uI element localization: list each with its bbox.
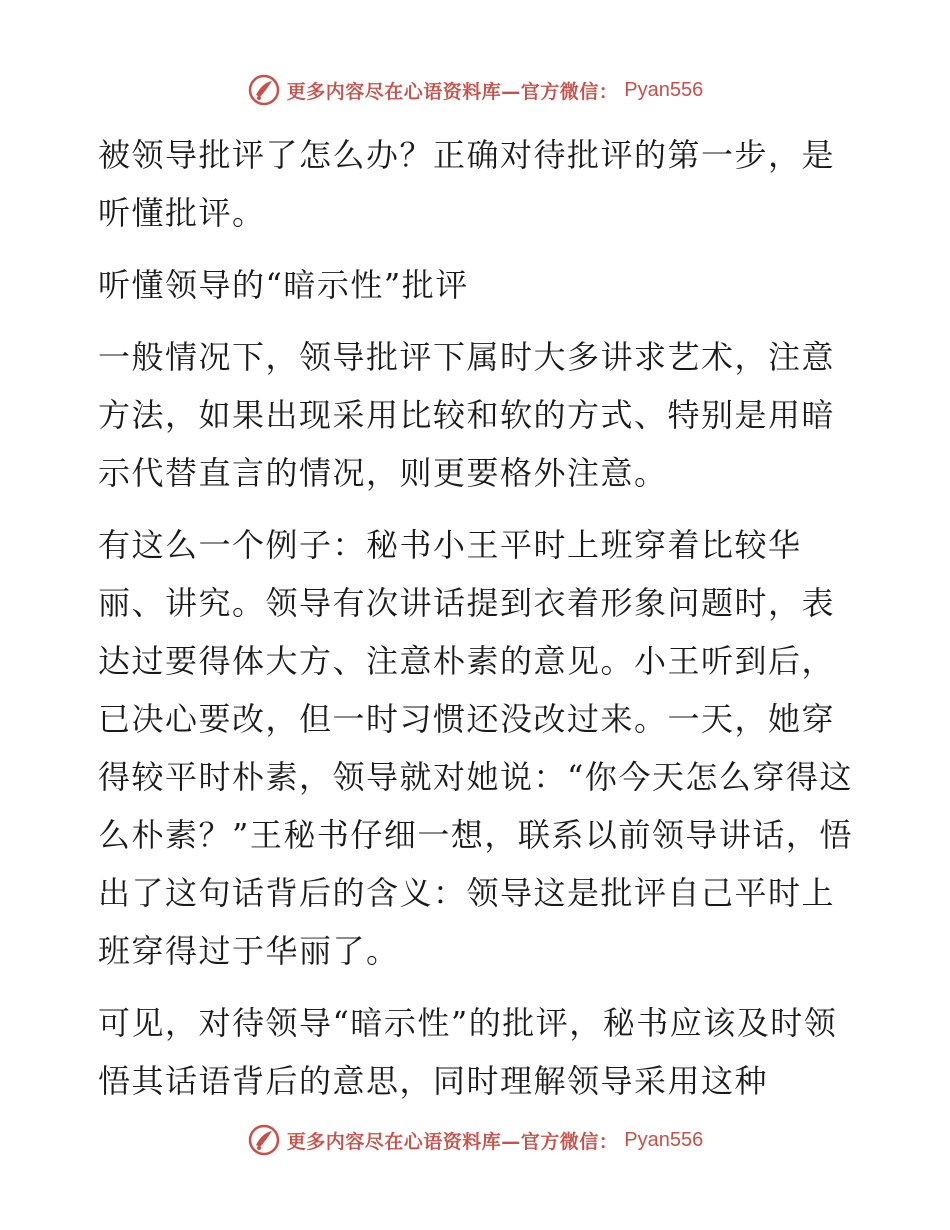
paragraph-1: 被领导批评了怎么办？正确对待批评的第一步，是听懂批评。	[98, 136, 836, 232]
paragraph-4: 可见，对待领导“暗示性”的批评，秘书应该及时领悟其话语背后的意思，同时理解领导采用这种	[98, 1004, 838, 1100]
watermark-id: Pyan556	[624, 1128, 704, 1151]
brush-circle-logo-icon	[247, 1123, 281, 1157]
brush-circle-logo-icon	[247, 73, 281, 107]
paragraph-3: 有这么一个例子：秘书小王平时上班穿着比较华丽、讲究。领导有次讲话提到衣着形象问题时，表达过要得体大方、注意朴素的意见。小王听到后，已决心要改，但一时习惯还没改过来。一天，她穿得较平时朴素，领导就对她说：“你今天怎么穿得这么朴素？”王秘书仔细一想，联系以前领导讲话，悟出了这句话背后的含义：领导这是批评自己平时上班穿得过于华丽了。	[98, 526, 853, 970]
header-watermark	[0, 70, 950, 110]
watermark-text: 更多内容尽在心语资料库—官方微信：	[286, 80, 619, 103]
document-body	[98, 126, 858, 1124]
watermark-id: Pyan556	[624, 78, 704, 101]
paragraph-2: 一般情况下，领导批评下属时大多讲求艺术，注意方法，如果出现采用比较和软的方式、特别是用暗示代替直言的情况，则更要格外注意。	[98, 338, 836, 492]
watermark-text: 更多内容尽在心语资料库—官方微信：	[286, 1130, 619, 1153]
footer-watermark	[0, 1120, 950, 1160]
section-heading: 听懂领导的“暗示性”批评	[98, 266, 469, 304]
